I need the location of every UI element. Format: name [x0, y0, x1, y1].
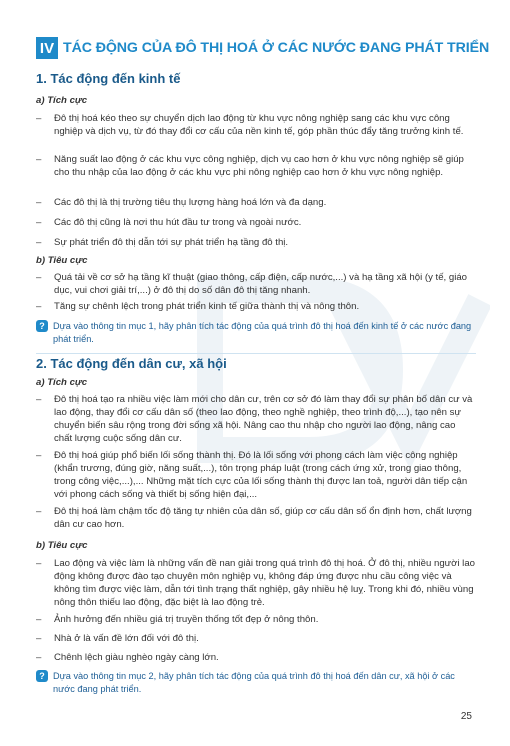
list-item: – Năng suất lao động ở các khu vực công nghiệp, dịch vụ cao hơn ở khu vực nông nghiệp sẽ giúp cho thu nhập của lao động ở các khu vực phi nông nghiệp cao hơn ở khu vực nông nghiệp.	[36, 154, 464, 178]
question-icon: ?	[36, 320, 48, 332]
page-number: 25	[460, 711, 472, 722]
part1-negative-label: b) Tiêu cực	[36, 255, 88, 266]
list-item: – Tăng sự chênh lệch trong phát triển kinh tế giữa thành thị và nông thôn.	[36, 301, 360, 312]
divider	[36, 353, 476, 354]
section-header	[36, 37, 489, 59]
list-item: – Đô thị hoá làm chậm tốc độ tăng tự nhiên của dân số, giúp cơ cấu dân số ổn định hơn, chất lượng dân cư cao hơn.	[36, 506, 472, 530]
list-item: – Ảnh hưởng đến nhiều giá trị truyền thống tốt đẹp ở nông thôn.	[36, 614, 319, 625]
list-item: – Lao động và việc làm là những vấn đề nan giải trong quá trình đô thị hoá. Ở đô thị, nhiều người lao động không được đào tạo chuyên môn nghiệp vụ, không đáp ứng được nhu cầu công việc và không tìm được việc làm, dẫn tới tình trạng thất nghiệp, gây nhiều hệ luỵ. Trong khi đó, nhiều vùng nông thôn thiếu lao động, đặc biệt là lao động trẻ.	[36, 558, 475, 608]
part2-negative-label: b) Tiêu cực	[36, 540, 88, 551]
question-box: ? Dựa vào thông tin mục 1, hãy phân tích tác động của quá trình đô thị hoá đến kinh tế ở các nước đang phát triển.	[36, 320, 476, 345]
list-item: – Đô thị hoá kéo theo sự chuyển dịch lao động từ khu vực nông nghiệp sang các khu vực công nghiệp và dịch vụ, từ đó thay đổi cơ cấu của nền kinh tế, góp phần thúc đẩy tăng trưởng kinh tế.	[36, 113, 464, 137]
question-box: ? Dựa vào thông tin mục 2, hãy phân tích tác động của quá trình đô thị hoá đến dân cư, xã hội ở các nước đang phát triển.	[36, 670, 476, 695]
part1-heading: 1. Tác động đến kinh tế	[36, 71, 181, 86]
part2-positive-label: a) Tích cực	[36, 377, 88, 388]
list-item: – Đô thị hoá giúp phổ biến lối sống thành thị. Đó là lối sống với phong cách làm việc công nghiệp (khẩn trương, đúng giờ, năng suất,...), tôn trọng pháp luật (trong cách ứng xử, trong giao thông, trong công việc,...),... Những mặt tích cực của lối sống thành thị được lan toả, người dân tiếp cận với phong cách sống và thiết bị sống hiện đại,...	[36, 450, 468, 500]
section-numeral: IV	[36, 37, 58, 59]
list-item: – Nhà ở là vấn đề lớn đối với đô thị.	[36, 633, 199, 644]
list-item: – Đô thị hoá tạo ra nhiều việc làm mới cho dân cư, trên cơ sở đó làm thay đổi sự phân bố dân cư và lao động, thay đổi cơ cấu dân số (theo lao động, theo nghề nghiệp, theo trình độ,...), tạo nên sự chuyển biến sâu rộng trong đời sống xã hội. Nâng cao thu nhập cho người lao động, nâng cao chất lượng cuộc sống dân cư.	[36, 394, 473, 444]
part1-positive-label: a) Tích cực	[36, 95, 88, 106]
part2-heading: 2. Tác động đến dân cư, xã hội	[36, 356, 227, 371]
list-item: – Quá tải về cơ sở hạ tầng kĩ thuật (giao thông, cấp điện, cấp nước,...) và hạ tầng xã hội (y tế, giáo dục, vui chơi giải trí,...) ở đô thị do số dân đô thị tăng nhanh.	[36, 272, 468, 296]
list-item: – Các đô thị là thị trường tiêu thụ lượng hàng hoá lớn và đa dạng.	[36, 197, 327, 208]
list-item: – Sự phát triển đô thị dẫn tới sự phát triển hạ tầng đô thị.	[36, 237, 289, 248]
question-icon: ?	[36, 670, 48, 682]
section-title: TÁC ĐỘNG CỦA ĐÔ THỊ HOÁ Ở CÁC NƯỚC ĐANG PHÁT TRIỂN	[63, 40, 490, 56]
list-item: – Các đô thị cũng là nơi thu hút đầu tư trong và ngoài nước.	[36, 217, 302, 228]
list-item: – Chênh lệch giàu nghèo ngày càng lớn.	[36, 652, 219, 663]
